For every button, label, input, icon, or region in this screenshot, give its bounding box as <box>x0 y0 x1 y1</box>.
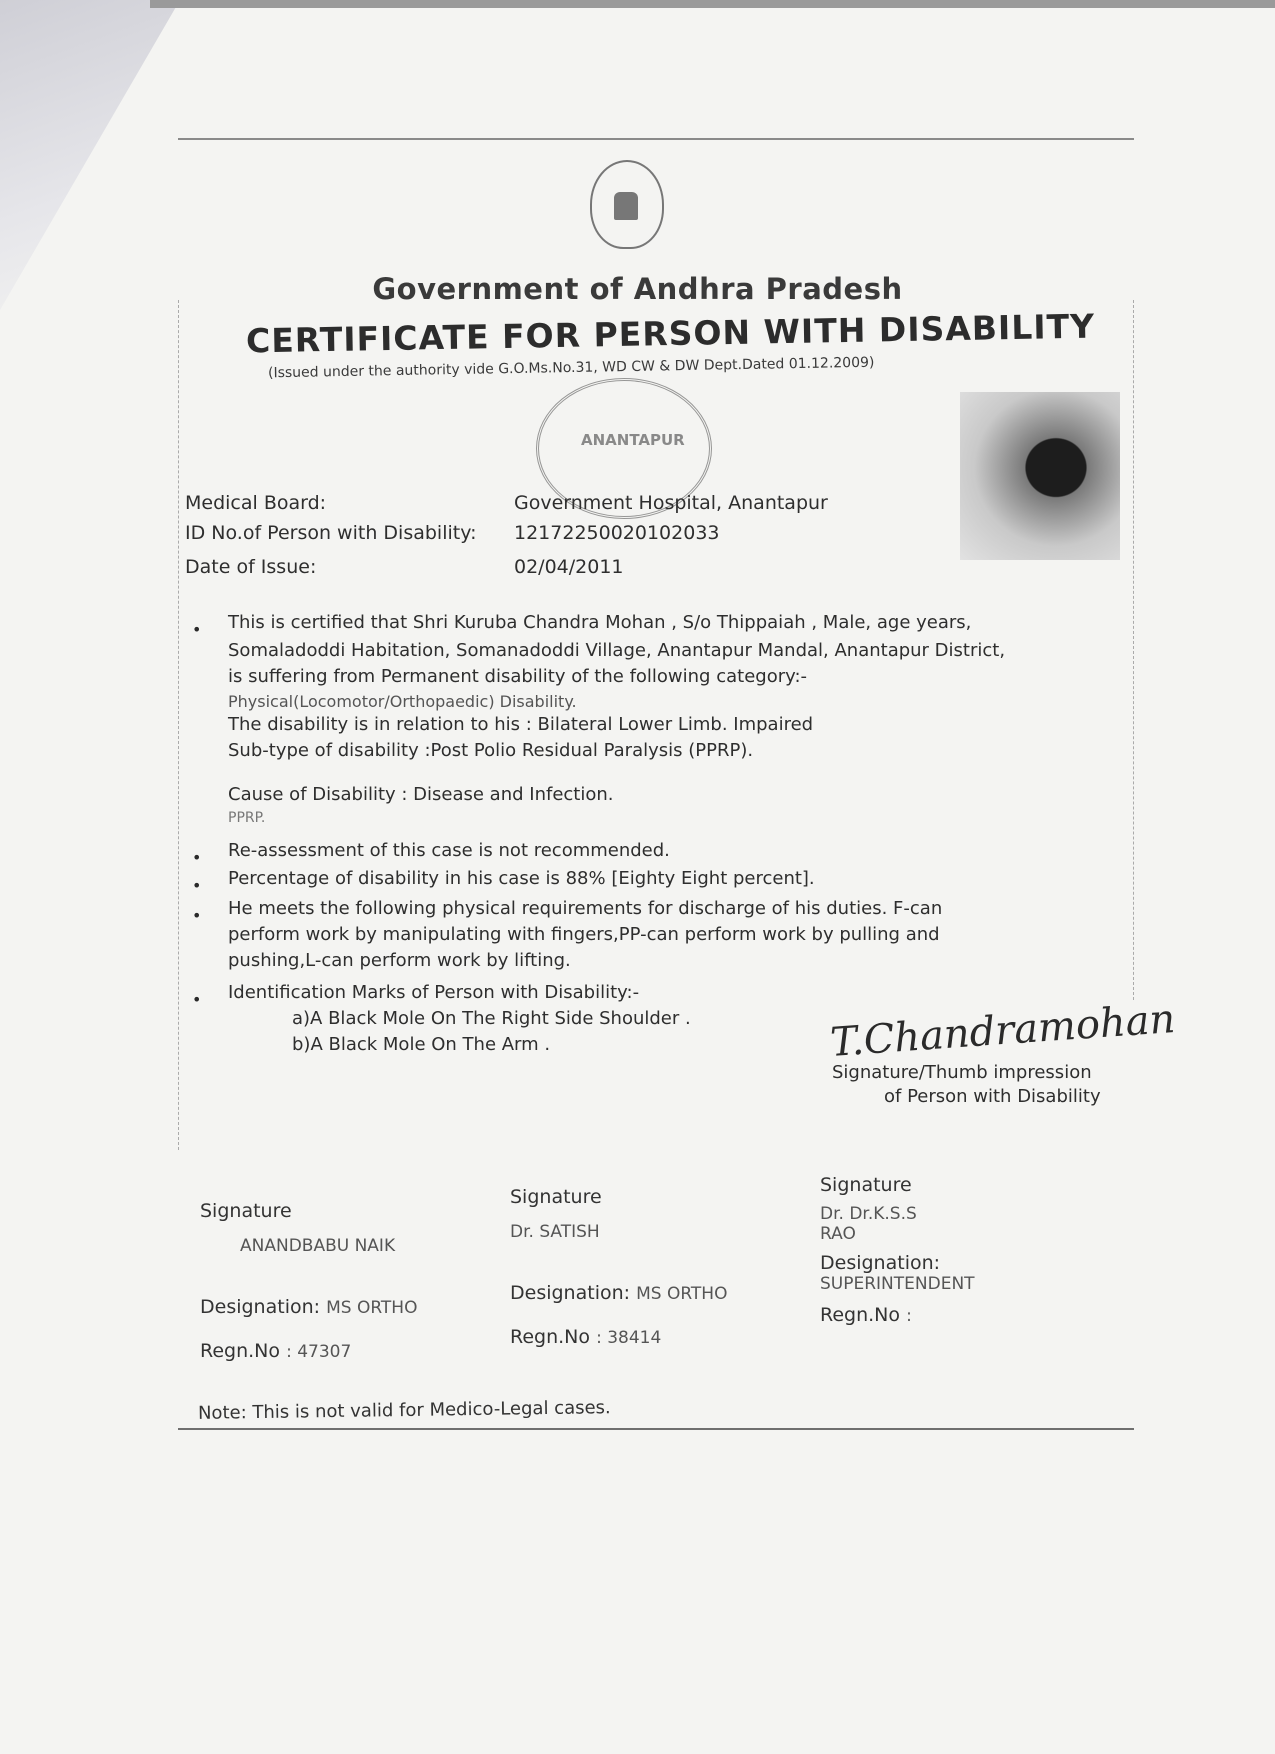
bullet-icon: • <box>192 906 202 925</box>
signatory-2-name: Dr. SATISH <box>510 1222 600 1242</box>
signatory-2 <box>510 1186 780 1348</box>
signatory-2-regn-label: Regn.No <box>510 1326 591 1348</box>
signatory-2-label: Signature <box>510 1186 602 1208</box>
signatory-2-designation: MS ORTHO <box>636 1284 728 1304</box>
signatory-1-name: ANANDBABU NAIK <box>240 1236 396 1256</box>
certification-line-2: Somaladoddi Habitation, Somanadoddi Village, Anantapur Mandal, Anantapur District, <box>228 640 1006 661</box>
signatory-2-designation-label: Designation: <box>510 1282 631 1304</box>
certification-line-3: is suffering from Permanent disability of the following category:- <box>228 666 808 687</box>
bullet-icon: • <box>192 620 202 639</box>
bullet-icon: • <box>192 848 202 867</box>
signatory-3-designation: SUPERINTENDENT <box>820 1274 975 1294</box>
signatory-3 <box>820 1174 1120 1326</box>
identification-mark-b: b)A Black Mole On The Arm . <box>292 1034 551 1055</box>
requirements-line-1: He meets the following physical requirements for discharge of his duties. F-can <box>228 898 943 919</box>
state-emblem-icon <box>590 160 664 249</box>
signatory-3-regn-label: Regn.No <box>820 1304 901 1326</box>
issued-under-note: (Issued under the authority vide G.O.Ms.No.31, WD CW & DW Dept.Dated 01.12.2009) <box>267 354 875 382</box>
person-photo <box>960 392 1120 560</box>
disability-category: Physical(Locomotor/Orthopaedic) Disability. <box>228 692 577 711</box>
government-title: Government of Andhra Pradesh <box>372 272 903 306</box>
requirements-line-3: pushing,L-can perform work by lifting. <box>228 950 571 971</box>
signatory-2-regn: : 38414 <box>596 1328 662 1348</box>
scan-top-edge <box>150 0 1275 8</box>
signatory-3-label: Signature <box>820 1174 912 1196</box>
signatory-3-designation-label: Designation: <box>820 1252 941 1274</box>
medical-board-value: Government Hospital, Anantapur <box>514 492 828 514</box>
validity-note: Note: This is not valid for Medico-Legal cases. <box>197 1397 611 1424</box>
signatory-3-name-2: RAO <box>820 1224 856 1244</box>
percentage-text: Percentage of disability in his case is 88% [Eighty Eight percent]. <box>228 868 815 889</box>
disability-subtype: Sub-type of disability :Post Polio Residual Paralysis (PPRP). <box>228 740 754 761</box>
signatory-1-designation-label: Designation: <box>200 1296 321 1318</box>
medical-board-label: Medical Board: <box>185 492 327 514</box>
identification-mark-a: a)A Black Mole On The Right Side Shoulder . <box>292 1008 691 1029</box>
cause-note: PPRP. <box>228 810 266 826</box>
signatory-1 <box>200 1200 470 1362</box>
seal-text: ANANTAPUR <box>581 431 685 449</box>
signature-caption-2: of Person with Disability <box>884 1086 1101 1107</box>
certification-line-1: This is certified that Shri Kuruba Chandra Mohan , S/o Thippaiah , Male, age years, <box>228 612 972 633</box>
requirements-line-2: perform work by manipulating with fingers,PP-can perform work by pulling and <box>228 924 940 945</box>
signatory-1-designation: MS ORTHO <box>326 1298 418 1318</box>
scan-page-corner <box>0 0 180 310</box>
id-value: 12172250020102033 <box>514 522 720 544</box>
person-signature-handwriting: T.Chandramohan <box>828 996 1177 1066</box>
signature-caption-1: Signature/Thumb impression <box>832 1062 1092 1083</box>
cause-of-disability: Cause of Disability : Disease and Infection. <box>228 784 614 805</box>
signatory-3-regn: : <box>906 1306 912 1326</box>
identification-marks-title: Identification Marks of Person with Disability:- <box>228 982 640 1003</box>
id-label: ID No.of Person with Disability: <box>185 522 477 544</box>
date-label: Date of Issue: <box>185 556 317 578</box>
signatory-1-regn-label: Regn.No <box>200 1340 281 1362</box>
certificate-title: CERTIFICATE FOR PERSON WITH DISABILITY <box>245 306 1096 361</box>
signatory-1-label: Signature <box>200 1200 292 1222</box>
date-value: 02/04/2011 <box>514 556 624 578</box>
disability-relation: The disability is in relation to his : Bilateral Lower Limb. Impaired <box>228 714 814 735</box>
reassessment-text: Re-assessment of this case is not recommended. <box>228 840 670 861</box>
bullet-icon: • <box>192 876 202 895</box>
bullet-icon: • <box>192 990 202 1009</box>
signatory-1-regn: : 47307 <box>286 1342 352 1362</box>
signatory-3-name: Dr. Dr.K.S.S <box>820 1204 917 1224</box>
